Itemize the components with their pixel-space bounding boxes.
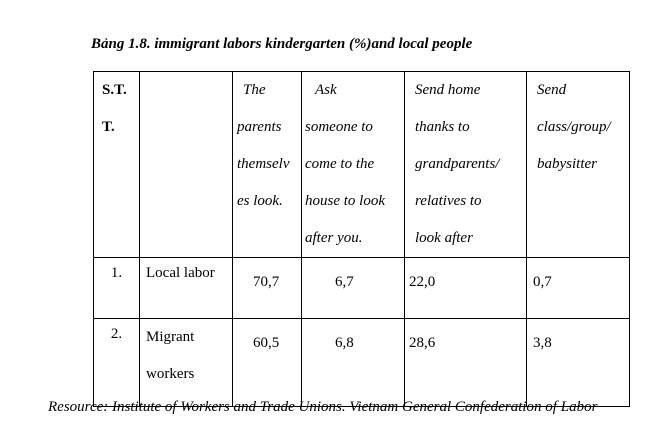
data-table bbox=[93, 71, 630, 407]
header-parents-line: parents bbox=[237, 119, 282, 135]
header-row bbox=[94, 72, 630, 258]
header-parents-line: The bbox=[243, 82, 266, 98]
header-ask-line: come to the bbox=[305, 156, 375, 172]
header-ask-line: Ask bbox=[315, 82, 337, 98]
header-label-empty bbox=[140, 72, 233, 258]
header-send-class-line: class/group/ bbox=[537, 119, 611, 135]
cell-ask: 6,8 bbox=[302, 319, 405, 407]
header-send-class bbox=[527, 72, 630, 258]
cell-parents: 70,7 bbox=[233, 258, 302, 319]
cell-ask: 6,7 bbox=[302, 258, 405, 319]
row-index: 1. bbox=[94, 258, 140, 319]
header-send-home bbox=[405, 72, 527, 258]
header-send-class-line: babysitter bbox=[537, 156, 597, 172]
header-ask bbox=[302, 72, 405, 258]
cell-send-class: 3,8 bbox=[527, 319, 630, 407]
header-ask-line: house to look bbox=[305, 193, 385, 209]
header-send-home-line: look after bbox=[415, 230, 473, 246]
table-caption: Bảng 1.8. immigrant labors kindergarten (%)and local people bbox=[91, 36, 473, 52]
header-send-home-line: thanks to bbox=[415, 119, 470, 135]
header-send-home-line: grandparents/ bbox=[415, 156, 500, 172]
header-stt bbox=[94, 72, 140, 258]
cell-send-home: 28,6 bbox=[405, 319, 527, 407]
cell-parents: 60,5 bbox=[233, 319, 302, 407]
row-label: Local labor bbox=[140, 258, 233, 319]
row-label-line: Migrant bbox=[146, 329, 195, 345]
table-row bbox=[94, 319, 630, 407]
header-stt-line: T. bbox=[102, 119, 115, 135]
cell-send-home: 22,0 bbox=[405, 258, 527, 319]
source-note: Resource: Institute of Workers and Trade Unions. Vietnam General Confederation of Labor bbox=[48, 399, 598, 415]
row-label-line: workers bbox=[146, 366, 195, 382]
header-send-home-line: Send home bbox=[415, 82, 481, 98]
table-row bbox=[94, 258, 630, 319]
header-parents-line: es look. bbox=[237, 193, 283, 209]
header-send-home-line: relatives to bbox=[415, 193, 482, 209]
row-index: 2. bbox=[94, 319, 140, 407]
header-stt-line: S.T. bbox=[102, 82, 127, 98]
header-ask-line: after you. bbox=[305, 230, 363, 246]
row-label bbox=[140, 319, 233, 407]
header-send-class-line: Send bbox=[537, 82, 567, 98]
header-parents-line: themselv bbox=[237, 156, 290, 172]
header-parents bbox=[233, 72, 302, 258]
header-ask-line: someone to bbox=[305, 119, 373, 135]
cell-send-class: 0,7 bbox=[527, 258, 630, 319]
